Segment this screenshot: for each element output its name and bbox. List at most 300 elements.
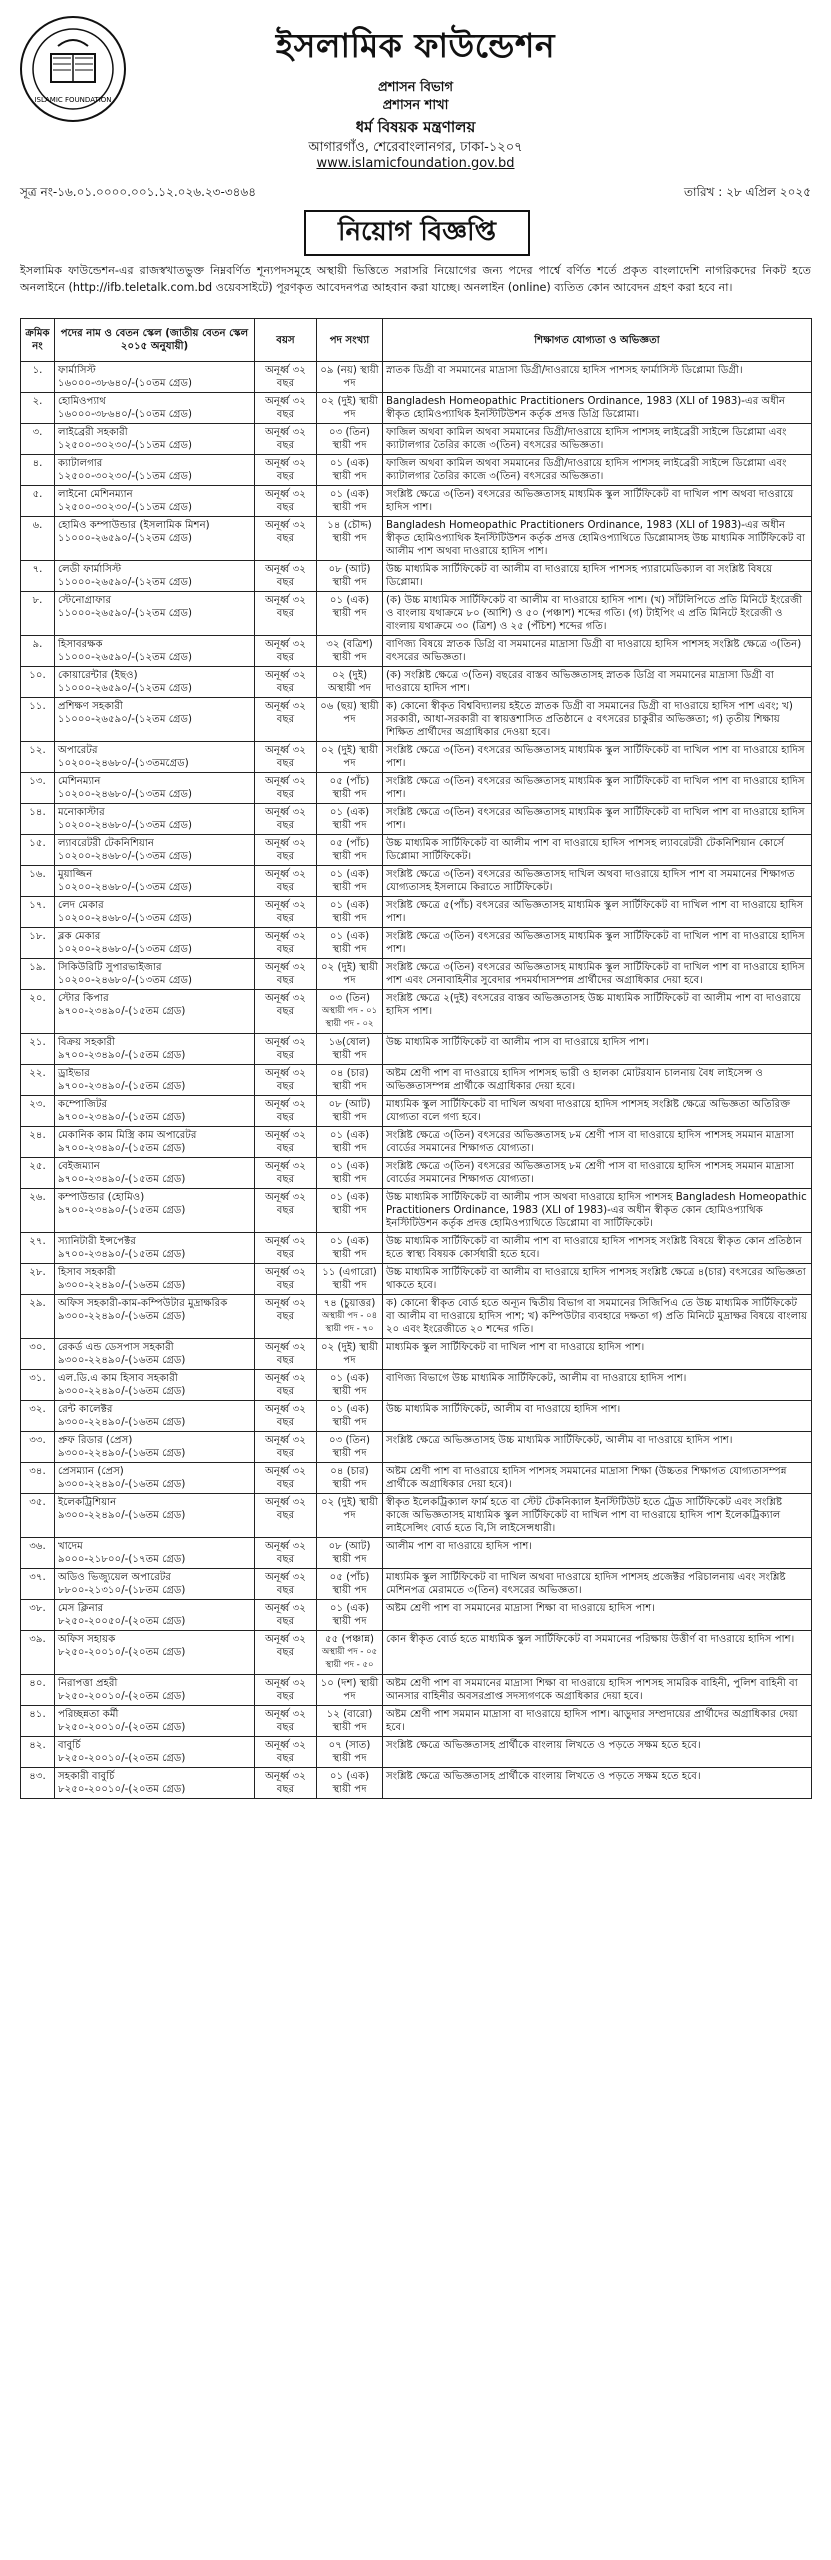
row-post-cell	[55, 455, 255, 486]
row-age: অনূর্ধ্ব ৩২ বছর	[255, 1295, 317, 1339]
row-post-cell	[55, 592, 255, 636]
pay-grade: ৮২৫০-২০০১০/-(২০তম গ্রেড)	[58, 1647, 186, 1658]
row-qualification: অষ্টম শ্রেণী পাশ বা সমমানের মাদ্রাসা শিক্ষা বা দাওরায়ে হাদিস পাশ।	[383, 1600, 812, 1631]
row-count-cell	[317, 804, 383, 835]
row-serial: ১৭.	[21, 897, 55, 928]
row-post-cell	[55, 1233, 255, 1264]
post-name: খাদেম	[58, 1541, 83, 1552]
row-qualification: সংশ্লিষ্ট ক্ষেত্রে অভিজ্ঞতাসহ উচ্চ মাধ্যমিক সার্টিফিকেট, আলীম বা দাওরায়ে হাদিস পাশ।	[383, 1432, 812, 1463]
row-qualification: Bangladesh Homeopathic Practitioners Ordinance, 1983 (XLI of 1983)-এর অধীন স্বীকৃত হোমিওপ্যাথিক ইনস্টিটিউশন কর্তৃক প্রদত্ত ডিগ্রি ডিপ্লোমা।	[383, 393, 812, 424]
row-post-cell	[55, 1127, 255, 1158]
table-row	[21, 1737, 812, 1768]
table-row	[21, 1569, 812, 1600]
row-post-cell	[55, 959, 255, 990]
row-serial: ২.	[21, 393, 55, 424]
row-count-cell	[317, 1158, 383, 1189]
post-count: ৭৪ (চুয়াত্তর)	[323, 1298, 376, 1309]
row-serial: ১৪.	[21, 804, 55, 835]
table-row	[21, 1631, 812, 1675]
pay-grade: ১০২০০-২৪৬৮০/-(১৩তম গ্রেড)	[58, 851, 192, 862]
table-row	[21, 1295, 812, 1339]
table-row	[21, 1370, 812, 1401]
post-count: ০৮ (আট) স্থায়ী পদ	[328, 1099, 371, 1123]
table-row	[21, 1189, 812, 1233]
post-count: ০১ (এক) স্থায়ী পদ	[329, 1236, 370, 1260]
table-row	[21, 1432, 812, 1463]
header-name: পদের নাম ও বেতন স্কেল (জাতীয় বেতন স্কেল ২০১৫ অনুযায়ী)	[55, 319, 255, 362]
post-count: ০১ (এক) স্থায়ী পদ	[329, 1771, 370, 1795]
row-age: অনূর্ধ্ব ৩২ বছর	[255, 1631, 317, 1675]
post-name: কম্পাউন্ডার (হোমিও)	[58, 1192, 145, 1203]
vacancy-table	[20, 318, 812, 1799]
row-qualification: সংশ্লিষ্ট ক্ষেত্রে অভিজ্ঞতাসহ প্রার্থীকে বাংলায় লিখতে ও পড়তে সক্ষম হতে হবে।	[383, 1737, 812, 1768]
row-count-cell	[317, 773, 383, 804]
row-qualification: আলীম পাশ বা দাওরায়ে হাদিস পাশ।	[383, 1538, 812, 1569]
row-count-cell	[317, 1432, 383, 1463]
row-post-cell	[55, 1538, 255, 1569]
post-count: ০২ (দুই) অস্থায়ী পদ	[328, 670, 371, 694]
row-count-cell	[317, 1631, 383, 1675]
row-age: অনূর্ধ্ব ৩২ বছর	[255, 1600, 317, 1631]
pay-grade: ৯৭০০-২৩৪৯০/-(১৫তম গ্রেড)	[58, 1112, 186, 1123]
post-count: ০১ (এক) স্থায়ী পদ	[329, 1373, 370, 1397]
row-age: অনূর্ধ্ব ৩২ বছর	[255, 990, 317, 1034]
row-age: অনূর্ধ্ব ৩২ বছর	[255, 1569, 317, 1600]
post-name: প্রেসম্যান (প্রেস)	[58, 1466, 124, 1477]
row-serial: ৩৩.	[21, 1432, 55, 1463]
row-qualification: সংশ্লিষ্ট ক্ষেত্রে ৩(তিন) বৎসরের অভিজ্ঞতাসহ মাধ্যমিক স্কুল সার্টিফিকেট বা দাখিল পাশ বা দাওরায়ে হাদিস পাশ।	[383, 928, 812, 959]
row-age: অনূর্ধ্ব ৩২ বছর	[255, 455, 317, 486]
row-serial: ১৬.	[21, 866, 55, 897]
post-name: মেকানিক কাম মিস্ত্রি কাম অপারেটর	[58, 1130, 197, 1141]
intro-paragraph: ইসলামিক ফাউন্ডেশন-এর রাজস্বখাতভুক্ত নিম্নবর্ণিত শূন্যপদসমূহে অস্থায়ী ভিত্তিতে সরাসরি নিয়োগের জন্য পদের পার্শ্বে বর্ণিত শর্তে প্রকৃত বাংলাদেশি নাগরিকদের নিকট হতে অনলাইনে (http://ifb.teletalk.com.bd ওয়েবসাইটে) পূরণকৃত আবেদনপত্র আহবান করা যাচ্ছে। অনলাইন (online) ব্যতিত কোন আবেদন গ্রহণ করা হবে না।	[20, 264, 811, 294]
row-qualification: সংশ্লিষ্ট ক্ষেত্রে ৩(তিন) বৎসরের অভিজ্ঞতাসহ মাধ্যমিক স্কুল সার্টিফিকেট বা দাখিল পাশ বা দাওরায়ে হাদিস পাশ।	[383, 773, 812, 804]
pay-grade: ১১০০০-২৬৫৯০/-(১২তম গ্রেড)	[58, 683, 192, 694]
row-count-cell	[317, 698, 383, 742]
row-qualification: উচ্চ মাধ্যমিক সার্টিফিকেট, আলীম বা দাওরায়ে হাদিস পাশ।	[383, 1401, 812, 1432]
row-count-cell	[317, 897, 383, 928]
pay-grade: ১০২০০-২৪৬৮০/-(১৩তম গ্রেড)	[58, 944, 192, 955]
row-serial: ১৫.	[21, 835, 55, 866]
row-count-cell	[317, 592, 383, 636]
table-row	[21, 773, 812, 804]
row-qualification: ফাজিল অথবা কামিল অথবা সমমানের ডিগ্রী/দাওরায়ে হাদিস পাশসহ লাইব্রেরী সাইন্সে ডিপ্লোমা এবং ক্যাটালগার তৈরির কাজে ৩(তিন) বৎসরের অভিজ্ঞতা।	[383, 424, 812, 455]
pay-grade: ১২৫০০-৩০২৩০/-(১১তম গ্রেড)	[58, 471, 192, 482]
table-row	[21, 835, 812, 866]
table-row	[21, 804, 812, 835]
row-count-cell	[317, 1034, 383, 1065]
pay-grade: ৯৭০০-২৩৪৯০/-(১৫তম গ্রেড)	[58, 1143, 186, 1154]
pay-grade: ১৬০০০-৩৮৬৪০/-(১০তম গ্রেড)	[58, 409, 192, 420]
pay-grade: ১০২০০-২৪৬৮০/-(১৩তম গ্রেড)	[58, 882, 192, 893]
post-name: মেশিনম্যান	[58, 776, 101, 787]
post-name: প্রশিক্ষণ সহকারী	[58, 701, 123, 712]
row-count-cell	[317, 561, 383, 592]
post-count: ০৩ (তিন) স্থায়ী পদ	[328, 427, 371, 451]
post-count: ০১ (এক) স্থায়ী পদ	[329, 900, 370, 924]
dept-name: প্রশাসন বিভাগ	[378, 80, 453, 95]
post-count: ০৫ (পাঁচ) স্থায়ী পদ	[329, 1572, 370, 1596]
row-qualification: অষ্টম শ্রেণী পাশ সমমান মাদ্রাসা বা দাওরায়ে হাদিস পাশ। ঝাড়ুদার সম্প্রদায়ের প্রার্থীদের অগ্রাধিকার দেয়া হবে।	[383, 1706, 812, 1737]
table-row	[21, 1494, 812, 1538]
row-post-cell	[55, 866, 255, 897]
row-post-cell	[55, 393, 255, 424]
post-count-breakdown: অস্থায়ী পদ - ০৫ স্থায়ী পদ - ৫০	[321, 1647, 378, 1670]
post-name: স্টেনোগ্রাফার	[58, 595, 112, 606]
post-count: ০৪ (চার) স্থায়ী পদ	[330, 1068, 369, 1092]
row-post-cell	[55, 1675, 255, 1706]
row-serial: ৩৫.	[21, 1494, 55, 1538]
pay-grade: ১৬০০০-৩৮৬৪০/-(১০তম গ্রেড)	[58, 378, 192, 389]
row-serial: ২৩.	[21, 1096, 55, 1127]
pay-grade: ৮২৫০-২০০৫০/-(২০তম গ্রেড)	[58, 1616, 186, 1627]
row-count-cell	[317, 1401, 383, 1432]
post-count: ০৭ (সাত) স্থায়ী পদ	[328, 1740, 371, 1764]
row-serial: ৩৭.	[21, 1569, 55, 1600]
post-name: ইলেকট্রিশিয়ান	[58, 1497, 117, 1508]
row-count-cell	[317, 1370, 383, 1401]
row-count-cell	[317, 1096, 383, 1127]
row-post-cell	[55, 1401, 255, 1432]
row-count-cell	[317, 742, 383, 773]
table-row	[21, 959, 812, 990]
row-age: অনূর্ধ্ব ৩২ বছর	[255, 835, 317, 866]
table-row	[21, 1127, 812, 1158]
row-age: অনূর্ধ্ব ৩২ বছর	[255, 1264, 317, 1295]
row-count-cell	[317, 1339, 383, 1370]
row-age: অনূর্ধ্ব ৩২ বছর	[255, 1189, 317, 1233]
row-age: অনূর্ধ্ব ৩২ বছর	[255, 1401, 317, 1432]
post-name: অফিস সহকারী-কাম-কম্পিউটার মুদ্রাক্ষরিক	[58, 1298, 228, 1309]
row-post-cell	[55, 1096, 255, 1127]
row-age: অনূর্ধ্ব ৩২ বছর	[255, 1538, 317, 1569]
post-name: পরিচ্ছন্নতা কর্মী	[58, 1709, 119, 1720]
row-serial: ৩০.	[21, 1339, 55, 1370]
table-row	[21, 1065, 812, 1096]
post-name: বিক্রয় সহকারী	[58, 1037, 116, 1048]
row-age: অনূর্ধ্ব ৩২ বছর	[255, 897, 317, 928]
row-post-cell	[55, 1737, 255, 1768]
post-name: লাইনো মেশিনম্যান	[58, 489, 133, 500]
pay-grade: ১০২০০-২৪৬৮০/-(১৩তমগ্রেড)	[58, 758, 189, 769]
post-count: ০১ (এক) স্থায়ী পদ	[329, 595, 370, 619]
row-qualification: সংশ্লিষ্ট ক্ষেত্রে ৩(তিন) বৎসরের অভিজ্ঞতাসহ মাধ্যমিক স্কুল সার্টিফিকেট বা দাখিল পাশ বা দাওরায়ে হাদিস পাশ এবং সেনাবাহিনীর সুবেদার পদমর্যাদাসম্পন্ন প্রার্থীদের অগ্রাধিকার দেয়া হবে।	[383, 959, 812, 990]
row-age: অনূর্ধ্ব ৩২ বছর	[255, 1158, 317, 1189]
pay-grade: ১০২০০-২৪৬৮০/-(১৩তম গ্রেড)	[58, 913, 192, 924]
post-count: ০৮ (আট) স্থায়ী পদ	[328, 564, 371, 588]
post-count: ০৫ (পাঁচ) স্থায়ী পদ	[329, 776, 370, 800]
row-serial: ১২.	[21, 742, 55, 773]
post-count: ০৩ (তিন)	[328, 993, 371, 1004]
post-name: সহকারী বাবুর্চি	[58, 1771, 115, 1782]
row-count-cell	[317, 517, 383, 561]
row-count-cell	[317, 486, 383, 517]
pay-grade: ১১০০০-২৬৫৯০/-(১২তম গ্রেড)	[58, 533, 192, 544]
table-row	[21, 636, 812, 667]
row-serial: ৩.	[21, 424, 55, 455]
row-age: অনূর্ধ্ব ৩২ বছর	[255, 1463, 317, 1494]
pay-grade: ৯৩০০-২২৪৯০/-(১৬তম গ্রেড)	[58, 1311, 186, 1322]
row-post-cell	[55, 1034, 255, 1065]
post-name: বাবুর্চি	[58, 1740, 81, 1751]
notice-title: নিয়োগ বিজ্ঞপ্তি	[304, 210, 530, 256]
post-count: ০২ (দুই) স্থায়ী পদ	[321, 962, 378, 986]
table-row	[21, 990, 812, 1034]
row-count-cell	[317, 1675, 383, 1706]
post-name: কোয়ারেন্টার (ইছও)	[58, 670, 138, 681]
row-count-cell	[317, 990, 383, 1034]
pay-grade: ৯৭০০-২৩৪৯০/-(১৫তম গ্রেড)	[58, 1205, 186, 1216]
row-serial: ১.	[21, 362, 55, 393]
row-age: অনূর্ধ্ব ৩২ বছর	[255, 1737, 317, 1768]
table-row	[21, 1233, 812, 1264]
pay-grade: ১১০০০-২৬৫৯০/-(১২তম গ্রেড)	[58, 608, 192, 619]
pay-grade: ৮২৫০-২০০১০/-(২০তম গ্রেড)	[58, 1753, 186, 1764]
row-serial: ৫.	[21, 486, 55, 517]
pay-grade: ১০২০০-২৪৬৮০/-(১৩তম গ্রেড)	[58, 820, 192, 831]
row-post-cell	[55, 561, 255, 592]
pay-grade: ৯৩০০-২২৪৯০/-(১৬তম গ্রেড)	[58, 1280, 186, 1291]
row-count-cell	[317, 1065, 383, 1096]
row-age: অনূর্ধ্ব ৩২ বছর	[255, 866, 317, 897]
row-count-cell	[317, 1127, 383, 1158]
table-header-row	[21, 319, 812, 362]
row-qualification: Bangladesh Homeopathic Practitioners Ordinance, 1983 (XLI of 1983)-এর অধীন স্বীকৃত হোমিওপ্যাথিক ইনস্টিটিউশন কর্তৃক প্রদত্ত হোমিওপ্যাথিতে ডিপ্লোমাসহ উচ্চ মাধ্যমিক সার্টিফিকেট বা আলীম পাশ অথবা দাওরায়ে হাদিস পাশ।	[383, 517, 812, 561]
row-age: অনূর্ধ্ব ৩২ বছর	[255, 636, 317, 667]
row-post-cell	[55, 1768, 255, 1799]
pay-grade: ১০২০০-২৪৬৮০/-(১৩তম গ্রেড)	[58, 789, 192, 800]
row-post-cell	[55, 1158, 255, 1189]
row-qualification: মাধ্যমিক স্কুল সার্টিফিকেট বা দাখিল অথবা দাওরায়ে হাদিস পাশসহ সংশ্লিষ্ট ক্ষেত্রে অভিজ্ঞতা অতিরিক্ত যোগ্যতা বলে গণ্য হবে।	[383, 1096, 812, 1127]
address: আগারগাঁও, শেরেবাংলানগর, ঢাকা-১২০৭	[308, 140, 523, 155]
post-count: ০২ (দুই) স্থায়ী পদ	[321, 1497, 378, 1521]
post-count: ০২ (দুই) স্থায়ী পদ	[321, 745, 378, 769]
post-count: ৩২ (বত্রিশ) স্থায়ী পদ	[326, 639, 373, 663]
header-age: বয়স	[255, 319, 317, 362]
row-post-cell	[55, 897, 255, 928]
row-serial: ১০.	[21, 667, 55, 698]
table-row	[21, 897, 812, 928]
row-qualification: মাধ্যমিক স্কুল সার্টিফিকেট বা দাখিল পাশ বা দাওরায়ে হাদিস পাশ।	[383, 1339, 812, 1370]
row-age: অনূর্ধ্ব ৩২ বছর	[255, 1065, 317, 1096]
pay-grade: ৯০০০-২১৮০০/-(১৭তম গ্রেড)	[58, 1554, 186, 1565]
table-row	[21, 1401, 812, 1432]
row-post-cell	[55, 1631, 255, 1675]
row-post-cell	[55, 1295, 255, 1339]
row-serial: ২৯.	[21, 1295, 55, 1339]
table-row	[21, 1264, 812, 1295]
row-qualification: ক) কোনো স্বীকৃত বিশ্ববিদ্যালয় হইতে স্নাতক ডিগ্রী বা সমমানের ডিগ্রী বা দাওরায়ে হাদিস পাশ এবং; খ) সরকারী, আধা-সরকারী বা স্বায়ত্তশাসিত প্রতিষ্ঠানে ৫ বৎসরের চাকুরীর অভিজ্ঞতা; গ) তৃতীয় শিক্ষায় শিক্ষিত প্রার্থীদের অগ্রাধিকার দেওয়া হবে।	[383, 698, 812, 742]
table-row	[21, 667, 812, 698]
row-serial: ৪২.	[21, 1737, 55, 1768]
row-qualification: সংশ্লিষ্ট ক্ষেত্রে ২(দুই) বৎসরের বাস্তব অভিজ্ঞতাসহ উচ্চ মাধ্যমিক সার্টিফিকেট বা আলীম পাশ বা দাওরায়ে হাদিস পাশ।	[383, 990, 812, 1034]
row-post-cell	[55, 773, 255, 804]
post-name: বেইজম্যান	[58, 1161, 100, 1172]
row-age: অনূর্ধ্ব ৩২ বছর	[255, 804, 317, 835]
row-serial: ২২.	[21, 1065, 55, 1096]
row-serial: ৩৮.	[21, 1600, 55, 1631]
pay-grade: ৮৮০০-২১৩১০/-(১৮তম গ্রেড)	[58, 1585, 186, 1596]
pay-grade: ১২৫০০-৩০২৩০/-(১১তম গ্রেড)	[58, 502, 192, 513]
row-qualification: সংশ্লিষ্ট ক্ষেত্রে অভিজ্ঞতাসহ প্রার্থীকে বাংলায় লিখতে ও পড়তে সক্ষম হতে হবে।	[383, 1768, 812, 1799]
row-age: অনূর্ধ্ব ৩২ বছর	[255, 773, 317, 804]
post-name: লেডী ফার্মাসিস্ট	[58, 564, 122, 575]
row-age: অনূর্ধ্ব ৩২ বছর	[255, 1096, 317, 1127]
row-count-cell	[317, 1233, 383, 1264]
post-count: ০৯ (নয়) স্থায়ী পদ	[320, 365, 379, 389]
table-row	[21, 1158, 812, 1189]
row-qualification: সংশ্লিষ্ট ক্ষেত্রে ৩(তিন) বৎসরের অভিজ্ঞতাসহ ৮ম শ্রেণী পাস বা দাওরায়ে হাদিস পাশসহ সমমান মাদ্রাসা বোর্ডের সমমানের শিক্ষাগত যোগ্যতা।	[383, 1158, 812, 1189]
table-row	[21, 1096, 812, 1127]
header-sl: ক্রমিক নং	[21, 319, 55, 362]
row-count-cell	[317, 1264, 383, 1295]
row-post-cell	[55, 486, 255, 517]
row-serial: ১৮.	[21, 928, 55, 959]
row-serial: ৩৯.	[21, 1631, 55, 1675]
row-post-cell	[55, 835, 255, 866]
post-name: মুয়াজ্জিন	[58, 869, 93, 880]
row-serial: ৩২.	[21, 1401, 55, 1432]
row-age: অনূর্ধ্ব ৩২ বছর	[255, 592, 317, 636]
row-age: অনূর্ধ্ব ৩২ বছর	[255, 1339, 317, 1370]
row-serial: ৪০.	[21, 1675, 55, 1706]
row-age: অনূর্ধ্ব ৩২ বছর	[255, 1706, 317, 1737]
post-count: ০১ (এক) স্থায়ী পদ	[329, 869, 370, 893]
row-post-cell	[55, 362, 255, 393]
row-serial: ৩৪.	[21, 1463, 55, 1494]
pay-grade: ৯৩০০-২২৪৯০/-(১৬তম গ্রেড)	[58, 1479, 186, 1490]
row-qualification: সংশ্লিষ্ট ক্ষেত্রে ৩(তিন) বৎসরের অভিজ্ঞতাসহ ৮ম শ্রেণী পাস বা দাওরায়ে হাদিস পাশসহ সমমান মাদ্রাসা বোর্ডের সমমানের শিক্ষাগত যোগ্যতা।	[383, 1127, 812, 1158]
row-age: অনূর্ধ্ব ৩২ বছর	[255, 698, 317, 742]
row-qualification: ক) কোনো স্বীকৃত বোর্ড হতে অন্যূন দ্বিতীয় বিভাগ বা সমমানের সিজিপিএ তে উচ্চ মাধ্যমিক সার্টিফিকেট বা আলীম বা দাওরায়ে হাদিস পাশ; খ) কম্পিউটার ব্যবহারে দক্ষতা গ) প্রতি মিনিটে মুদ্রাক্ষর বিষয়ে বাংলায় ২০ এবং ইংরেজীতে ২০ শব্দের গতি।	[383, 1295, 812, 1339]
islamic-foundation-logo	[18, 14, 128, 124]
row-post-cell	[55, 1600, 255, 1631]
table-row	[21, 1463, 812, 1494]
logo-text: ISLAMIC FOUNDATION	[34, 96, 112, 104]
row-age: অনূর্ধ্ব ৩২ বছর	[255, 424, 317, 455]
row-count-cell	[317, 636, 383, 667]
row-qualification: সংশ্লিষ্ট ক্ষেত্রে ৩(তিন) বৎসরের অভিজ্ঞতাসহ মাধ্যমিক স্কুল সার্টিফিকেট বা দাখিল পাশ বা দাওরায়ে হাদিস পাশ।	[383, 804, 812, 835]
table-row	[21, 742, 812, 773]
row-count-cell	[317, 667, 383, 698]
post-count: ০১ (এক) স্থায়ী পদ	[329, 1161, 370, 1185]
post-count: ০১ (এক) স্থায়ী পদ	[329, 931, 370, 955]
row-age: অনূর্ধ্ব ৩২ বছর	[255, 1127, 317, 1158]
row-count-cell	[317, 928, 383, 959]
table-row	[21, 1675, 812, 1706]
row-qualification: বাণিজ্য বিভাগে উচ্চ মাধ্যমিক সার্টিফিকেট, আলীম বা দাওরায়ে হাদিস পাশ।	[383, 1370, 812, 1401]
post-name: হিসাবরক্ষক	[58, 639, 103, 650]
pay-grade: ৯৭০০-২৩৪৯০/-(১৫তম গ্রেড)	[58, 1006, 186, 1017]
row-serial: ৯.	[21, 636, 55, 667]
row-serial: ২৫.	[21, 1158, 55, 1189]
org-name: ইসলামিক ফাউন্ডেশন	[275, 26, 556, 65]
pay-grade: ৯৩০০-২২৪৯০/-(১৬তম গ্রেড)	[58, 1417, 186, 1428]
row-count-cell	[317, 1538, 383, 1569]
row-post-cell	[55, 928, 255, 959]
row-age: অনূর্ধ্ব ৩২ বছর	[255, 1034, 317, 1065]
row-age: অনূর্ধ্ব ৩২ বছর	[255, 517, 317, 561]
post-count: ০৩ (তিন) স্থায়ী পদ	[328, 1435, 371, 1459]
post-name: ড্রাইভার	[58, 1068, 90, 1079]
post-count: ১৪ (চৌদ্দ) স্থায়ী পদ	[327, 520, 372, 544]
table-row	[21, 362, 812, 393]
table-row	[21, 561, 812, 592]
pay-grade: ১১০০০-২৬৫৯০/-(১২তম গ্রেড)	[58, 652, 192, 663]
post-count: ০১ (এক) স্থায়ী পদ	[329, 807, 370, 831]
row-serial: ১৯.	[21, 959, 55, 990]
table-row	[21, 928, 812, 959]
pay-grade: ৯৩০০-২২৪৯০/-(১৬তম গ্রেড)	[58, 1355, 186, 1366]
table-row	[21, 866, 812, 897]
row-qualification: অষ্টম শ্রেণী পাশ বা দাওরায়ে হাদিস পাশসহ ভারী ও হালকা মোটরযান চালনায় বৈধ লাইসেন্স ও অভিজ্ঞতাসম্পন্ন প্রার্থীকে অগ্রাধিকার দেয়া হবে।	[383, 1065, 812, 1096]
table-row	[21, 1768, 812, 1799]
row-serial: ১৩.	[21, 773, 55, 804]
post-count: ০১ (এক) স্থায়ী পদ	[329, 1192, 370, 1216]
post-name: ফার্মাসিস্ট	[58, 365, 96, 376]
row-count-cell	[317, 1569, 383, 1600]
table-row	[21, 393, 812, 424]
vacancy-rows	[21, 362, 812, 1799]
row-qualification: উচ্চ মাধ্যমিক সার্টিফিকেট বা আলীম পাস বা দাওরায়ে হাদিস পাশ।	[383, 1034, 812, 1065]
row-serial: ২০.	[21, 990, 55, 1034]
post-name: মনোকাস্টার	[58, 807, 105, 818]
post-count: ০২ (দুই) স্থায়ী পদ	[321, 396, 378, 420]
post-name: অপারেটর	[58, 745, 98, 756]
reference-number: সূত্র নং-১৬.০১.০০০০.০০১.১২.০২৬.২৩-৩৪৬৪	[20, 185, 256, 199]
row-post-cell	[55, 804, 255, 835]
table-row	[21, 1339, 812, 1370]
row-age: অনূর্ধ্ব ৩২ বছর	[255, 928, 317, 959]
pay-grade: ৯৩০০-২২৪৯০/-(১৬তম গ্রেড)	[58, 1510, 186, 1521]
row-qualification: (ক) সংশ্লিষ্ট ক্ষেত্রে ৩(তিন) বছরের বাস্তব অভিজ্ঞতাসহ স্নাতক ডিগ্রি বা সমমানের মাদ্রাসা ডিগ্রী বা দাওরায়ে হাদিস পাশ।	[383, 667, 812, 698]
row-post-cell	[55, 1264, 255, 1295]
pay-grade: ৯৭০০-২৩৪৯০/-(১৫তম গ্রেড)	[58, 1249, 186, 1260]
row-count-cell	[317, 1600, 383, 1631]
row-post-cell	[55, 1432, 255, 1463]
table-row	[21, 592, 812, 636]
branch-name: প্রশাসন শাখা	[382, 98, 449, 113]
row-qualification: অষ্টম শ্রেণী পাশ বা সমমানের মাদ্রাসা শিক্ষা বা দাওরায়ে হাদিস পাশসহ সামরিক বাহিনী, পুলিশ বাহিনী বা আনসার বাহিনীর অবসরপ্রাপ্ত সদস্যগণকে অগ্রাধিকার দেয়া হবে।	[383, 1675, 812, 1706]
ministry-name: ধর্ম বিষয়ক মন্ত্রণালয়	[355, 118, 476, 136]
row-qualification: স্বীকৃত ইলেকট্রিক্যাল ফার্ম হতে বা স্টেট টেকনিক্যাল ইনস্টিটিউট হতে ট্রেড সার্টিফিকেট এবং সংশ্লিষ্ট কাজে অভিজ্ঞতাসহ মাধ্যমিক স্কুল সার্টিফিকেট বা দাখিল পাশ বা দাওরায়ে হাদিস পাশ ইলেকট্রিক্যাল লাইসেন্সিং বোর্ড হতে বি,সি লাইসেন্সধারী।	[383, 1494, 812, 1538]
row-count-cell	[317, 393, 383, 424]
row-post-cell	[55, 742, 255, 773]
post-name: অফিস সহায়ক	[58, 1634, 116, 1645]
post-count: ০১ (এক) স্থায়ী পদ	[329, 458, 370, 482]
row-age: অনূর্ধ্ব ৩২ বছর	[255, 1233, 317, 1264]
post-name: ব্লক মেকার	[58, 931, 101, 942]
row-serial: ৪১.	[21, 1706, 55, 1737]
row-qualification: সংশ্লিষ্ট ক্ষেত্রে ৩(তিন) বৎসরের অভিজ্ঞতাসহ মাধ্যমিক স্কুল সার্টিফিকেট বা দাখিল পাশ বা দাওরায়ে হাদিস পাশ।	[383, 742, 812, 773]
row-age: অনূর্ধ্ব ৩২ বছর	[255, 1432, 317, 1463]
row-qualification: স্নাতক ডিগ্রী বা সমমানের মাদ্রাসা ডিগ্রী/দাওরায়ে হাদিস পাশসহ ফার্মাসিস্ট ডিপ্লোমা ডিগ্রী।	[383, 362, 812, 393]
row-count-cell	[317, 866, 383, 897]
row-count-cell	[317, 1737, 383, 1768]
pay-grade: ৮২৫০-২০০১০/-(২০তম গ্রেড)	[58, 1722, 186, 1733]
row-post-cell	[55, 517, 255, 561]
website-link[interactable]: www.islamicfoundation.gov.bd	[316, 156, 515, 171]
row-age: অনূর্ধ্ব ৩২ বছর	[255, 486, 317, 517]
table-row	[21, 1538, 812, 1569]
post-count: ০১ (এক) স্থায়ী পদ	[329, 1130, 370, 1154]
post-count: ১০ (দশ) স্থায়ী পদ	[320, 1678, 379, 1702]
table-row	[21, 1034, 812, 1065]
post-name: ল্যাবরেটরী টেকনিশিয়ান	[58, 838, 154, 849]
row-post-cell	[55, 1569, 255, 1600]
post-name: প্রুফ রিডার (প্রেস)	[58, 1435, 133, 1446]
row-qualification: ফাজিল অথবা কামিল অথবা সমমানের ডিগ্রী/দাওরায়ে হাদিস পাশসহ লাইব্রেরী সাইন্সে ডিপ্লোমা এবং ক্যাটালগার তৈরির কাজে ৩(তিন) বৎসরের অভিজ্ঞতা।	[383, 455, 812, 486]
